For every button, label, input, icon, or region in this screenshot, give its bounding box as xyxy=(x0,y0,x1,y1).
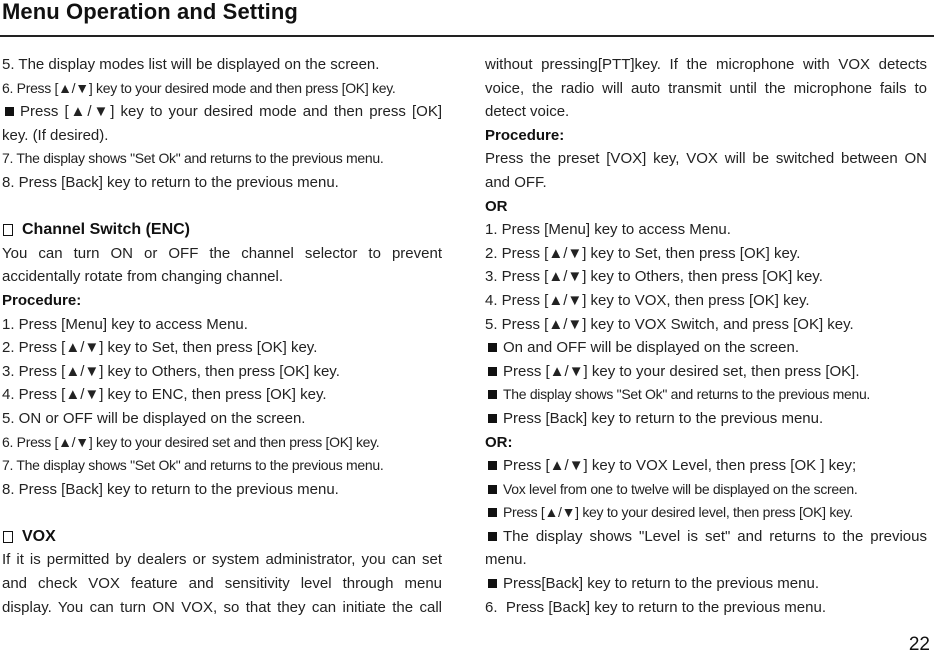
vox-description: display. You can turn ON VOX, so that they can initiate the call xyxy=(2,598,442,616)
checkbox-icon xyxy=(3,531,13,543)
vox-description: voice, the radio will auto transmit until the microphone fails to xyxy=(485,79,927,97)
bullet-square-icon xyxy=(488,579,497,588)
intro-line: 5. The display modes list will be displayed on the screen. xyxy=(2,56,380,73)
vox-description: If it is permitted by dealers or system administrator, you can set xyxy=(2,551,442,569)
level-bullet-wrap: menu. xyxy=(485,551,527,569)
switch-bullet: The display shows "Set Ok" and returns to the previous menu. xyxy=(485,383,927,407)
enc-step: 5. ON or OFF will be displayed on the screen. xyxy=(2,409,306,427)
vox-description: without pressing[PTT]key. If the microphone with VOX detects xyxy=(485,56,927,73)
enc-step: 7. The display shows "Set Ok" and returns to the previous menu. xyxy=(2,457,384,474)
bullet-square-icon xyxy=(488,485,497,494)
bullet-square-icon xyxy=(488,390,497,399)
bullet-square-icon xyxy=(488,532,497,541)
bullet-square-icon xyxy=(488,367,497,376)
enc-step: 2. Press [▲/▼] key to Set, then press [OK] key. xyxy=(2,339,318,357)
bullet-square-icon xyxy=(488,508,497,517)
bullet-square-icon xyxy=(488,343,497,352)
title-rule xyxy=(0,35,934,37)
enc-step: 6. Press [▲/▼] key to your desired set and then press [OK] key. xyxy=(2,433,380,450)
vox-step: 3. Press [▲/▼] key to Others, then press [OK] key. xyxy=(485,268,823,286)
procedure-label: Procedure: xyxy=(485,126,565,144)
enc-step: 4. Press [▲/▼] key to ENC, then press [OK] key. xyxy=(2,386,327,404)
bullet-square-icon xyxy=(488,461,497,470)
vox-step: 2. Press [▲/▼] key to Set, then press [OK] key. xyxy=(485,244,801,262)
page-title: Menu Operation and Setting xyxy=(2,0,298,24)
vox-step: 4. Press [▲/▼] key to VOX, then press [OK] key. xyxy=(485,291,810,309)
vox-step: 1. Press [Menu] key to access Menu. xyxy=(485,221,731,239)
procedure-label: Procedure: xyxy=(2,291,82,309)
intro-line: key. (If desired). xyxy=(2,126,109,144)
bullet-square-icon xyxy=(488,414,497,423)
enc-step: 3. Press [▲/▼] key to Others, then press [OK] key. xyxy=(2,362,340,380)
level-bullet: Press [▲/▼] key to your desired level, then press [OK] key. xyxy=(485,501,927,525)
or-label: OR xyxy=(485,197,508,215)
page-number: 22 xyxy=(908,634,930,655)
or-label: OR: xyxy=(485,433,513,451)
intro-line: 6. Press [▲/▼] key to your desired mode and then press [OK] key. xyxy=(2,79,396,96)
level-bullet: Press[Back] key to return to the previous menu. xyxy=(485,572,927,596)
bullet-square-icon xyxy=(5,107,14,116)
enc-description: You can turn ON or OFF the channel selector to prevent xyxy=(2,244,442,262)
vox-description: detect voice. xyxy=(485,103,570,121)
enc-description: accidentally rotate from changing channel. xyxy=(2,268,284,286)
intro-bullet: Press [▲/▼] key to your desired mode and then press [OK] xyxy=(2,100,442,124)
vox-step: 6. Press [Back] key to return to the previous menu. xyxy=(485,598,826,616)
checkbox-icon xyxy=(3,224,13,236)
preset-instruction: Press the preset [VOX] key, VOX will be switched between ON xyxy=(485,150,927,168)
vox-description: and check VOX feature and sensitivity level through menu xyxy=(2,575,442,593)
switch-bullet: On and OFF will be displayed on the screen. xyxy=(485,336,927,360)
intro-line: 7. The display shows "Set Ok" and returns to the previous menu. xyxy=(2,150,384,167)
vox-step: 5. Press [▲/▼] key to VOX Switch, and press [OK] key. xyxy=(485,315,854,333)
level-bullet: Vox level from one to twelve will be displayed on the screen. xyxy=(485,478,927,502)
switch-bullet: Press [▲/▼] key to your desired set, then press [OK]. xyxy=(485,360,927,384)
preset-instruction: and OFF. xyxy=(485,173,547,191)
enc-step: 1. Press [Menu] key to access Menu. xyxy=(2,315,248,333)
enc-step: 8. Press [Back] key to return to the previous menu. xyxy=(2,480,339,498)
left-column xyxy=(2,53,442,619)
level-bullet: Press [▲/▼] key to VOX Level, then press [OK ] key; xyxy=(485,454,927,478)
switch-bullet: Press [Back] key to return to the previous menu. xyxy=(485,407,927,431)
vox-heading: VOX xyxy=(2,525,442,549)
enc-heading: Channel Switch (ENC) xyxy=(2,218,442,242)
intro-line: 8. Press [Back] key to return to the previous menu. xyxy=(2,173,339,191)
right-column xyxy=(485,53,927,619)
level-bullet: The display shows "Level is set" and returns to the previous xyxy=(485,525,927,549)
